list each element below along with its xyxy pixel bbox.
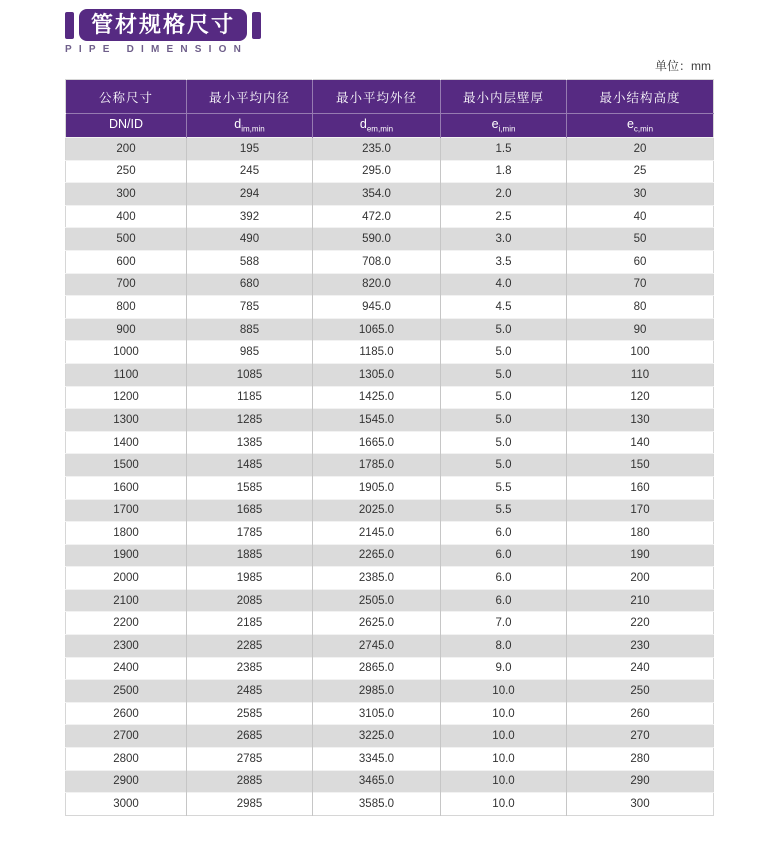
title-right-bar-icon — [252, 12, 261, 39]
table-cell: 1065.0 — [313, 318, 441, 341]
header-cell-min-inner-wall-thickness: 最小内层壁厚 — [441, 80, 567, 114]
table-cell: 130 — [567, 409, 714, 432]
table-row — [66, 657, 714, 680]
table-row — [66, 476, 714, 499]
table-cell: 2100 — [66, 589, 187, 612]
table-cell: 6.0 — [441, 589, 567, 612]
table-cell: 5.0 — [441, 454, 567, 477]
table-row — [66, 296, 714, 319]
table-cell: 50 — [567, 228, 714, 251]
table-cell: 785 — [187, 296, 313, 319]
table-cell: 500 — [66, 228, 187, 251]
table-cell: 25 — [567, 160, 714, 183]
table-cell: 250 — [567, 680, 714, 703]
table-cell: 708.0 — [313, 250, 441, 273]
page — [65, 8, 713, 816]
table-cell: 2505.0 — [313, 589, 441, 612]
table-cell: 100 — [567, 341, 714, 364]
symbol-cell-ec-min: $e_{c,min}$ — [567, 114, 714, 138]
table-cell: 1545.0 — [313, 409, 441, 432]
table-cell: 2000 — [66, 567, 187, 590]
table-row — [66, 702, 714, 725]
table-cell: 2585 — [187, 702, 313, 725]
table-row — [66, 341, 714, 364]
table-cell: 2985 — [187, 793, 313, 816]
table-cell: 3345.0 — [313, 748, 441, 771]
table-header — [66, 80, 714, 138]
table-cell: 2625.0 — [313, 612, 441, 635]
table-cell: 240 — [567, 657, 714, 680]
table-row — [66, 793, 714, 816]
table-cell: 1300 — [66, 409, 187, 432]
table-cell: 800 — [66, 296, 187, 319]
table-cell: 10.0 — [441, 725, 567, 748]
table-cell: 472.0 — [313, 205, 441, 228]
table-cell: 1185 — [187, 386, 313, 409]
table-cell: 1185.0 — [313, 341, 441, 364]
table-cell: 2385 — [187, 657, 313, 680]
table-cell: 2800 — [66, 748, 187, 771]
table-row — [66, 635, 714, 658]
table-cell: 2285 — [187, 635, 313, 658]
table-cell: 295.0 — [313, 160, 441, 183]
table-cell: 230 — [567, 635, 714, 658]
table-cell: 600 — [66, 250, 187, 273]
table-cell: 1085 — [187, 363, 313, 386]
table-cell: 2865.0 — [313, 657, 441, 680]
table-cell: 820.0 — [313, 273, 441, 296]
table-cell: 3225.0 — [313, 725, 441, 748]
table-row — [66, 273, 714, 296]
table-cell: 5.0 — [441, 431, 567, 454]
table-cell: 400 — [66, 205, 187, 228]
table-cell: 2200 — [66, 612, 187, 635]
table-cell: 7.0 — [441, 612, 567, 635]
table-cell: 680 — [187, 273, 313, 296]
header-cell-min-avg-inner-diameter: 最小平均内径 — [187, 80, 313, 114]
table-row — [66, 431, 714, 454]
table-cell: 2985.0 — [313, 680, 441, 703]
table-cell: 985 — [187, 341, 313, 364]
table-cell: 1400 — [66, 431, 187, 454]
table-cell: 70 — [567, 273, 714, 296]
table-row — [66, 770, 714, 793]
table-cell: 300 — [66, 183, 187, 206]
table-cell: 294 — [187, 183, 313, 206]
table-cell: 1.8 — [441, 160, 567, 183]
table-cell: 300 — [567, 793, 714, 816]
header-cell-min-avg-outer-diameter: 最小平均外径 — [313, 80, 441, 114]
table-cell: 60 — [567, 250, 714, 273]
table-row — [66, 205, 714, 228]
table-cell: 4.5 — [441, 296, 567, 319]
table-cell: 180 — [567, 522, 714, 545]
table-cell: 900 — [66, 318, 187, 341]
table-cell: 1305.0 — [313, 363, 441, 386]
table-cell: 5.0 — [441, 409, 567, 432]
table-cell: 195 — [187, 138, 313, 161]
table-cell: 110 — [567, 363, 714, 386]
table-cell: 140 — [567, 431, 714, 454]
table-cell: 1485 — [187, 454, 313, 477]
table-cell: 20 — [567, 138, 714, 161]
table-row — [66, 522, 714, 545]
table-cell: 1785.0 — [313, 454, 441, 477]
table-cell: 90 — [567, 318, 714, 341]
table-cell: 1100 — [66, 363, 187, 386]
table-cell: 1285 — [187, 409, 313, 432]
header-cell-min-structure-height: 最小结构高度 — [567, 80, 714, 114]
table-cell: 1425.0 — [313, 386, 441, 409]
table-cell: 5.5 — [441, 499, 567, 522]
table-cell: 2265.0 — [313, 544, 441, 567]
table-row — [66, 318, 714, 341]
table-cell: 354.0 — [313, 183, 441, 206]
table-cell: 10.0 — [441, 770, 567, 793]
table-row — [66, 138, 714, 161]
table-cell: 2.0 — [441, 183, 567, 206]
table-cell: 10.0 — [441, 793, 567, 816]
table-cell: 2085 — [187, 589, 313, 612]
title-row — [65, 8, 713, 42]
symbol-cell-dn-id: DN/ID — [66, 114, 187, 138]
table-header-row-cn — [66, 80, 714, 114]
table-cell: 220 — [567, 612, 714, 635]
table-body — [66, 138, 714, 816]
page-subtitle: PIPE DIMENSION — [65, 44, 249, 55]
table-cell: 3.0 — [441, 228, 567, 251]
table-cell: 1700 — [66, 499, 187, 522]
symbol-cell-dem-min: $d_{em,min}$ — [313, 114, 441, 138]
table-cell: 885 — [187, 318, 313, 341]
table-cell: 40 — [567, 205, 714, 228]
table-cell: 6.0 — [441, 567, 567, 590]
table-cell: 1905.0 — [313, 476, 441, 499]
table-cell: 5.0 — [441, 318, 567, 341]
table-cell: 1665.0 — [313, 431, 441, 454]
table-cell: 120 — [567, 386, 714, 409]
table-cell: 4.0 — [441, 273, 567, 296]
table-cell: 80 — [567, 296, 714, 319]
table-cell: 1000 — [66, 341, 187, 364]
table-cell: 588 — [187, 250, 313, 273]
pipe-dimension-table — [65, 79, 714, 816]
table-row — [66, 499, 714, 522]
table-cell: 1785 — [187, 522, 313, 545]
table-header-row-symbols — [66, 114, 714, 138]
table-row — [66, 386, 714, 409]
table-cell: 2300 — [66, 635, 187, 658]
table-row — [66, 183, 714, 206]
table-cell: 160 — [567, 476, 714, 499]
table-row — [66, 228, 714, 251]
table-cell: 200 — [567, 567, 714, 590]
unit-label: 单位：mm — [655, 59, 711, 73]
table-cell: 2400 — [66, 657, 187, 680]
table-cell: 5.0 — [441, 386, 567, 409]
table-cell: 1885 — [187, 544, 313, 567]
table-row — [66, 250, 714, 273]
table-row — [66, 160, 714, 183]
table-cell: 190 — [567, 544, 714, 567]
table-cell: 1800 — [66, 522, 187, 545]
table-cell: 260 — [567, 702, 714, 725]
table-cell: 6.0 — [441, 522, 567, 545]
table-cell: 10.0 — [441, 702, 567, 725]
table-cell: 10.0 — [441, 748, 567, 771]
table-cell: 8.0 — [441, 635, 567, 658]
table-row — [66, 567, 714, 590]
table-cell: 945.0 — [313, 296, 441, 319]
symbol-cell-ei-min: $e_{i,min}$ — [441, 114, 567, 138]
page-title: 管材规格尺寸 — [79, 9, 247, 41]
table-cell: 1600 — [66, 476, 187, 499]
table-cell: 200 — [66, 138, 187, 161]
table-cell: 2500 — [66, 680, 187, 703]
table-row — [66, 748, 714, 771]
table-cell: 3585.0 — [313, 793, 441, 816]
table-cell: 290 — [567, 770, 714, 793]
table-row — [66, 544, 714, 567]
table-cell: 10.0 — [441, 680, 567, 703]
table-cell: 1900 — [66, 544, 187, 567]
table-cell: 5.0 — [441, 363, 567, 386]
table-cell: 210 — [567, 589, 714, 612]
table-cell: 3.5 — [441, 250, 567, 273]
table-cell: 2900 — [66, 770, 187, 793]
table-cell: 2145.0 — [313, 522, 441, 545]
table-cell: 1385 — [187, 431, 313, 454]
table-cell: 2.5 — [441, 205, 567, 228]
table-cell: 1.5 — [441, 138, 567, 161]
table-cell: 2700 — [66, 725, 187, 748]
table-cell: 1500 — [66, 454, 187, 477]
table-row — [66, 725, 714, 748]
table-cell: 700 — [66, 273, 187, 296]
table-cell: 2785 — [187, 748, 313, 771]
table-row — [66, 589, 714, 612]
title-left-bar-icon — [65, 12, 74, 39]
table-row — [66, 680, 714, 703]
table-cell: 250 — [66, 160, 187, 183]
symbol-cell-dim-min: $d_{im,min}$ — [187, 114, 313, 138]
table-cell: 2385.0 — [313, 567, 441, 590]
table-cell: 3465.0 — [313, 770, 441, 793]
table-cell: 2745.0 — [313, 635, 441, 658]
table-cell: 280 — [567, 748, 714, 771]
table-cell: 2185 — [187, 612, 313, 635]
table-cell: 3105.0 — [313, 702, 441, 725]
table-cell: 235.0 — [313, 138, 441, 161]
table-row — [66, 409, 714, 432]
table-cell: 590.0 — [313, 228, 441, 251]
table-cell: 2885 — [187, 770, 313, 793]
table-cell: 3000 — [66, 793, 187, 816]
table-cell: 2485 — [187, 680, 313, 703]
table-cell: 6.0 — [441, 544, 567, 567]
table-cell: 392 — [187, 205, 313, 228]
table-row — [66, 454, 714, 477]
table-row — [66, 363, 714, 386]
table-cell: 1985 — [187, 567, 313, 590]
table-cell: 170 — [567, 499, 714, 522]
table-row — [66, 612, 714, 635]
table-cell: 1585 — [187, 476, 313, 499]
table-cell: 5.0 — [441, 341, 567, 364]
table-cell: 30 — [567, 183, 714, 206]
table-cell: 1685 — [187, 499, 313, 522]
title-block — [65, 8, 713, 55]
table-cell: 2025.0 — [313, 499, 441, 522]
table-cell: 9.0 — [441, 657, 567, 680]
table-cell: 245 — [187, 160, 313, 183]
table-cell: 2600 — [66, 702, 187, 725]
table-cell: 270 — [567, 725, 714, 748]
table-cell: 2685 — [187, 725, 313, 748]
table-cell: 1200 — [66, 386, 187, 409]
table-cell: 5.5 — [441, 476, 567, 499]
header-cell-nominal-size: 公称尺寸 — [66, 80, 187, 114]
table-cell: 150 — [567, 454, 714, 477]
table-cell: 490 — [187, 228, 313, 251]
